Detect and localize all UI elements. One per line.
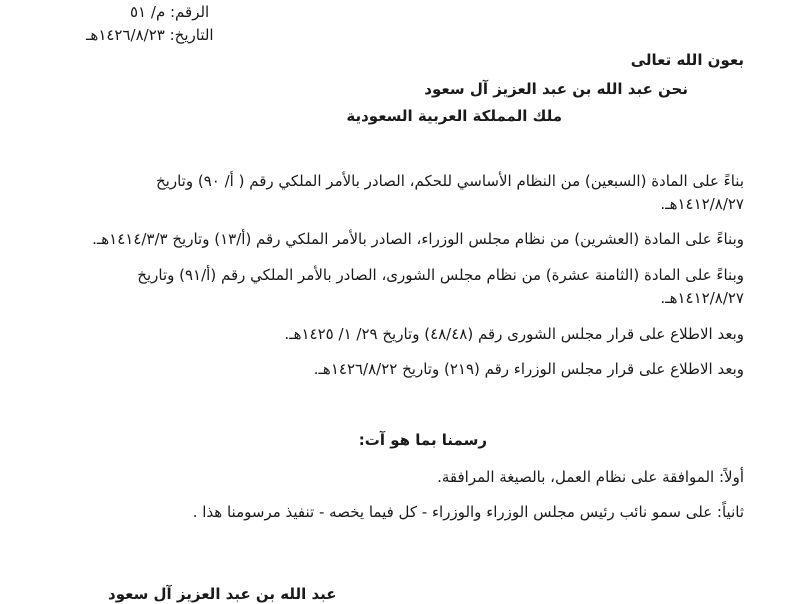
decree-item-2: ثانياً: على سمو نائب رئيس مجلس الوزراء والوزراء - كل فيما يخصه - تنفيذ مرسومنا هذا .	[192, 503, 744, 521]
invocation: بعون الله تعالى	[630, 51, 744, 69]
recital-3-line-2: ١٤١٢/٨/٢٧هـ.	[660, 289, 744, 307]
recital-5: وبعد الاطلاع على قرار مجلس الوزراء رقم (٢١٩) وتاريخ ١٤٢٦/٨/٢٢هـ.	[313, 360, 744, 378]
decree-number: الرقم: م/ ٥١	[130, 3, 210, 21]
decree-date: التاريخ: ١٤٢٦/٨/٢٣هـ	[86, 26, 214, 44]
recital-1-line-1: بناءً على المادة (السبعين) من النظام الأساسي للحكم، الصادر بالأمر الملكي رقم ( أ/ ٩٠) وتاريخ	[155, 172, 744, 190]
king-name: نحن عبد الله بن عبد العزيز آل سعود	[424, 80, 688, 98]
recital-2: وبناءً على المادة (العشرين) من نظام مجلس الوزراء، الصادر بالأمر الملكي رقم (أ/١٣) وتاريخ ١٤١٤/٣/٣هـ.	[92, 230, 744, 248]
recital-4: وبعد الاطلاع على قرار مجلس الشورى رقم (٤٨/٤٨) وتاريخ ٢٩/ ١/ ١٤٢٥هـ.	[284, 325, 744, 343]
signature-name: عبد الله بن عبد العزيز آل سعود	[108, 585, 337, 603]
king-title: ملك المملكة العربية السعودية	[346, 107, 562, 125]
decree-item-1: أولاً: الموافقة على نظام العمل، بالصيغة المرافقة.	[437, 468, 744, 486]
recital-1-line-2: ١٤١٢/٨/٢٧هـ.	[660, 195, 744, 213]
decree-heading: رسمنا بما هو آت:	[358, 431, 487, 449]
recital-3-line-1: وبناءً على المادة (الثامنة عشرة) من نظام مجلس الشورى، الصادر بالأمر الملكي رقم (أ/٩١) وتاريخ	[137, 266, 744, 284]
